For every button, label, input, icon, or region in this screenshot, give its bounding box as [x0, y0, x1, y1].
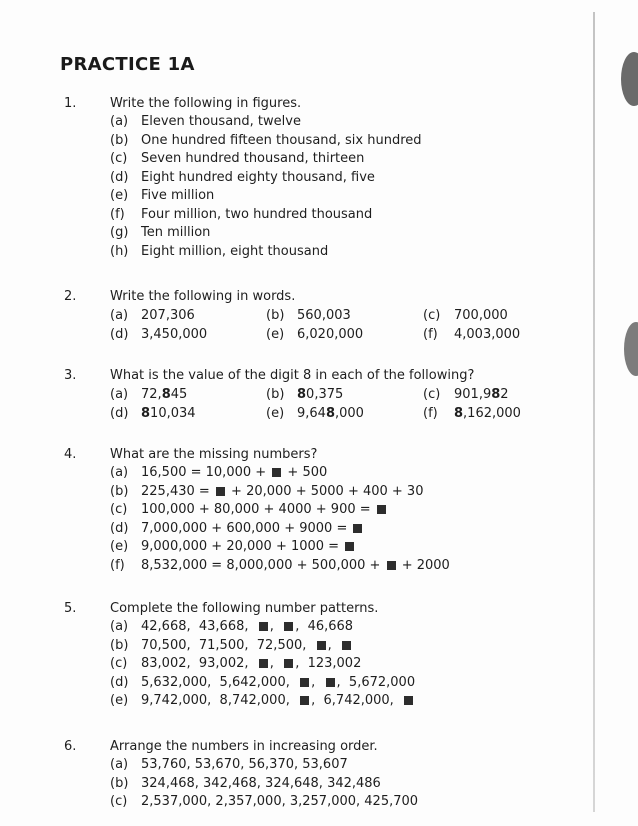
- item-text: 4,003,000: [454, 327, 521, 342]
- item-label: (f): [423, 406, 438, 421]
- question-prompt: Complete the following number patterns.: [110, 601, 379, 616]
- question-prompt: What are the missing numbers?: [110, 447, 318, 462]
- blank-box: [317, 641, 326, 650]
- item-label: (e): [110, 539, 129, 554]
- blank-box: [272, 468, 281, 477]
- item-row: [110, 325, 550, 344]
- number-part: 10,034: [150, 406, 196, 421]
- item-label: (d): [110, 169, 129, 185]
- bold-digit: 8: [161, 387, 171, 402]
- item-label: (b): [110, 775, 129, 791]
- question-items: [110, 306, 550, 344]
- item-text: Eleven thousand, twelve: [141, 114, 301, 129]
- item-text: 700,000: [454, 308, 508, 323]
- blank-box: [300, 696, 309, 705]
- item-row: [110, 306, 550, 325]
- page-title: PRACTICE 1A: [60, 54, 195, 75]
- bold-digit: 8: [325, 406, 335, 421]
- item-text: Ten million: [141, 225, 211, 240]
- item-label: (a): [110, 387, 129, 402]
- item-text: 8,532,000 = 8,000,000 + 500,000 + + 2000: [141, 557, 450, 573]
- page-blot-top: [621, 52, 638, 106]
- number-part: 0,375: [306, 387, 344, 402]
- list-item: [110, 464, 450, 483]
- blank-box: [300, 678, 309, 687]
- blank-box: [387, 561, 396, 570]
- item-label: (c): [423, 387, 441, 402]
- item-label: (c): [110, 502, 128, 517]
- item-label: (e): [110, 188, 129, 203]
- question-items: [110, 756, 418, 812]
- question-prompt: Write the following in words.: [110, 289, 296, 304]
- item-label: (b): [110, 637, 129, 653]
- number-part: 45: [170, 387, 188, 402]
- page-blot-middle: [624, 322, 638, 376]
- item-label: (e): [266, 406, 285, 421]
- item-text: Four million, two hundred thousand: [141, 206, 373, 222]
- list-item: [110, 793, 418, 812]
- blank-box: [353, 524, 362, 533]
- item-label: (b): [266, 308, 285, 323]
- list-item: [110, 113, 422, 132]
- blank-box: [284, 659, 293, 668]
- item-number: [297, 406, 364, 421]
- item-number: [454, 406, 521, 421]
- item-label: (c): [110, 151, 128, 166]
- number-part: 901,9: [454, 387, 492, 402]
- number-part: 9,64: [297, 406, 326, 421]
- item-text: 7,000,000 + 600,000 + 9000 =: [141, 520, 364, 539]
- question-prompt: Write the following in figures.: [110, 96, 302, 111]
- item-label: (a): [110, 465, 129, 480]
- bold-digit: 8: [141, 406, 151, 421]
- list-item: [110, 557, 450, 576]
- list-item: [110, 404, 196, 423]
- item-label: (g): [110, 225, 129, 240]
- item-text: 83,002, 93,002, , , 123,002: [141, 656, 362, 671]
- question-number: 2.: [64, 289, 77, 304]
- item-label: (a): [110, 757, 129, 772]
- item-label: (b): [110, 483, 129, 499]
- item-label: (c): [110, 794, 128, 809]
- item-number: [141, 406, 196, 421]
- list-item: [423, 404, 521, 423]
- question-items: [110, 385, 550, 423]
- number-part: 72,: [141, 387, 162, 402]
- item-label: (d): [110, 674, 129, 690]
- item-label: (c): [110, 656, 128, 671]
- item-text: 2,537,000, 2,357,000, 3,257,000, 425,700: [141, 794, 419, 809]
- item-text: 207,306: [141, 308, 195, 323]
- item-number: [297, 387, 343, 402]
- list-item: [110, 775, 418, 794]
- item-label: (a): [110, 114, 129, 129]
- list-item: [110, 483, 450, 502]
- list-item: [110, 637, 415, 656]
- page-edge: [593, 12, 595, 812]
- list-item: [110, 325, 207, 344]
- item-text: Seven hundred thousand, thirteen: [141, 151, 365, 166]
- blank-box: [259, 622, 268, 631]
- item-text: 9,742,000, 8,742,000, , 6,742,000,: [141, 692, 415, 711]
- item-label: (b): [110, 132, 129, 148]
- item-text: Eight hundred eighty thousand, five: [141, 169, 375, 185]
- blank-box: [345, 542, 354, 551]
- item-label: (e): [110, 693, 129, 708]
- item-text: 5,632,000, 5,642,000, , , 5,672,000: [141, 674, 416, 690]
- item-label: (e): [266, 327, 285, 342]
- blank-box: [342, 641, 351, 650]
- item-label: (d): [110, 406, 129, 421]
- list-item: [110, 655, 415, 674]
- list-item: [110, 243, 422, 262]
- item-label: (f): [110, 557, 125, 573]
- item-label: (f): [423, 327, 438, 342]
- list-item: [110, 674, 415, 693]
- list-item: [110, 169, 422, 188]
- item-text: 42,668, 43,668, , , 46,668: [141, 619, 354, 634]
- list-item: [110, 520, 450, 539]
- item-text: 225,430 = + 20,000 + 5000 + 400 + 30: [141, 483, 424, 499]
- item-row: [110, 385, 550, 404]
- item-text: 70,500, 71,500, 72,500, ,: [141, 637, 353, 656]
- number-part: ,000: [335, 406, 364, 421]
- list-item: [110, 692, 415, 711]
- question-number: 3.: [64, 368, 77, 383]
- item-text: 3,450,000: [141, 327, 208, 342]
- item-text: 6,020,000: [297, 327, 364, 342]
- blank-box: [259, 659, 268, 668]
- list-item: [110, 618, 415, 637]
- list-item: [110, 206, 422, 225]
- item-text: Five million: [141, 188, 215, 203]
- question-number: 1.: [64, 96, 77, 111]
- list-item: [266, 306, 351, 325]
- item-number: [141, 387, 187, 402]
- list-item: [423, 306, 508, 325]
- list-item: [110, 132, 422, 151]
- item-label: (c): [423, 308, 441, 323]
- blank-box: [377, 505, 386, 514]
- question-prompt: Arrange the numbers in increasing order.: [110, 739, 378, 754]
- question-prompt: What is the value of the digit 8 in each of the following?: [110, 368, 475, 383]
- item-text: 9,000,000 + 20,000 + 1000 =: [141, 538, 356, 557]
- question-number: 6.: [64, 739, 77, 754]
- item-label: (d): [110, 327, 129, 342]
- item-label: (a): [110, 619, 129, 634]
- item-label: (a): [110, 308, 129, 323]
- item-text: 560,003: [297, 308, 351, 323]
- blank-box: [404, 696, 413, 705]
- list-item: [266, 385, 343, 404]
- blank-box: [326, 678, 335, 687]
- list-item: [266, 325, 363, 344]
- question-number: 5.: [64, 601, 77, 616]
- list-item: [110, 150, 422, 169]
- list-item: [110, 385, 187, 404]
- item-text: 16,500 = 10,000 + + 500: [141, 465, 328, 480]
- blank-box: [284, 622, 293, 631]
- question-number: 4.: [64, 447, 77, 462]
- list-item: [266, 404, 364, 423]
- item-label: (b): [266, 387, 285, 402]
- list-item: [110, 224, 422, 243]
- question-items: [110, 464, 450, 575]
- item-text: Eight million, eight thousand: [141, 243, 329, 259]
- list-item: [423, 325, 520, 344]
- blank-box: [216, 487, 225, 496]
- item-label: (f): [110, 206, 125, 222]
- item-text: 324,468, 342,468, 324,648, 342,486: [141, 775, 381, 791]
- item-text: 53,760, 53,670, 56,370, 53,607: [141, 757, 348, 772]
- item-text: One hundred fifteen thousand, six hundred: [141, 132, 422, 148]
- list-item: [110, 187, 422, 206]
- item-label: (h): [110, 243, 129, 259]
- list-item: [423, 385, 509, 404]
- item-number: [454, 387, 509, 402]
- bold-digit: 8: [297, 387, 307, 402]
- bold-digit: 8: [491, 387, 501, 402]
- number-part: 2: [500, 387, 509, 402]
- item-label: (d): [110, 520, 129, 536]
- list-item: [110, 306, 195, 325]
- bold-digit: 8: [454, 406, 464, 421]
- item-text: 100,000 + 80,000 + 4000 + 900 =: [141, 501, 388, 520]
- item-row: [110, 404, 550, 423]
- question-items: [110, 113, 422, 261]
- list-item: [110, 756, 418, 775]
- question-items: [110, 618, 415, 711]
- list-item: [110, 538, 450, 557]
- list-item: [110, 501, 450, 520]
- number-part: ,162,000: [463, 406, 521, 421]
